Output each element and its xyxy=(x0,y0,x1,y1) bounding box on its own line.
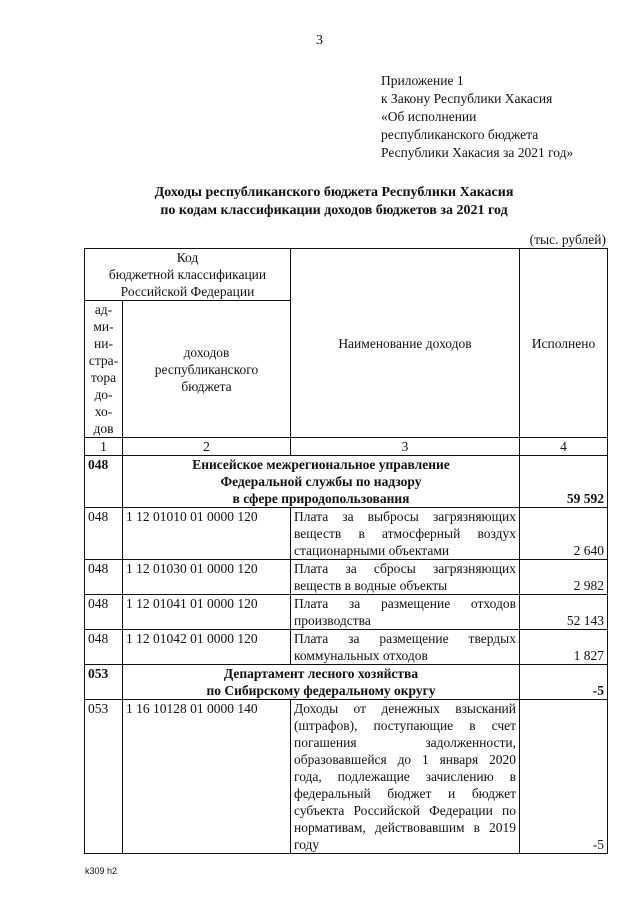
row-admin-code: 053 xyxy=(85,700,123,854)
appendix-line: республиканского бюджета xyxy=(381,127,539,142)
group-admin-code: 048 xyxy=(85,456,123,508)
appendix-line: «Об исполнении xyxy=(381,109,477,124)
row-admin-code: 048 xyxy=(85,630,123,665)
header-code-group: Код бюджетной классификации Российской Федерации xyxy=(85,249,291,301)
row-value: 1 827 xyxy=(520,630,608,665)
row-value: -5 xyxy=(520,700,608,854)
row-income-name: Плата за выбросы загрязняющих веществ в атмосферный воздух стационарными объектами xyxy=(291,508,520,560)
row-income-name: Плата за размещение отходов производства xyxy=(291,595,520,630)
footer-code: k309 h2 xyxy=(85,866,118,876)
table-row xyxy=(85,700,608,854)
row-budget-code: 1 12 01041 01 0000 120 xyxy=(123,595,291,630)
group-total: -5 xyxy=(520,665,608,700)
header-budget-income: доходов республиканского бюджета xyxy=(123,301,291,438)
header-row-group xyxy=(85,249,608,301)
row-income-name: Плата за размещение твердых коммунальных отходов xyxy=(291,630,520,665)
group-row xyxy=(85,665,608,700)
group-row xyxy=(85,456,608,508)
appendix-line: Республики Хакасия за 2021 год» xyxy=(381,145,574,160)
row-admin-code: 048 xyxy=(85,508,123,560)
column-number: 3 xyxy=(291,438,520,456)
column-number: 4 xyxy=(520,438,608,456)
row-admin-code: 048 xyxy=(85,595,123,630)
header-executed: Исполнено xyxy=(520,249,608,438)
row-admin-code: 048 xyxy=(85,560,123,595)
group-title: Департамент лесного хозяйства по Сибирскому федеральному округу xyxy=(123,665,520,700)
row-budget-code: 1 12 01042 01 0000 120 xyxy=(123,630,291,665)
table-row xyxy=(85,595,608,630)
units-label: (тыс. рублей) xyxy=(529,232,606,247)
header-administrator: ад- ми- ни- стра- тора до- хо- дов xyxy=(85,301,123,438)
appendix-line: к Закону Республики Хакасия xyxy=(381,91,553,106)
table-row xyxy=(85,508,608,560)
group-admin-code: 053 xyxy=(85,665,123,700)
appendix-line: Приложение 1 xyxy=(381,73,464,88)
column-numbers-row xyxy=(85,438,608,456)
row-value: 2 982 xyxy=(520,560,608,595)
row-budget-code: 1 12 01010 01 0000 120 xyxy=(123,508,291,560)
group-total: 59 592 xyxy=(520,456,608,508)
document-title xyxy=(60,184,608,220)
row-income-name: Плата за сбросы загрязняющих веществ в водные объекты xyxy=(291,560,520,595)
table-row xyxy=(85,560,608,595)
header-income-name: Наименование доходов xyxy=(291,249,520,438)
title-line: Доходы республиканского бюджета Республики Хакасия xyxy=(154,185,514,200)
row-budget-code: 1 16 10128 01 0000 140 xyxy=(123,700,291,854)
row-value: 52 143 xyxy=(520,595,608,630)
column-number: 2 xyxy=(123,438,291,456)
column-number: 1 xyxy=(85,438,123,456)
row-budget-code: 1 12 01030 01 0000 120 xyxy=(123,560,291,595)
row-income-name: Доходы от денежных взысканий (штрафов), поступающие в счет погашения задолженности, образовавшейся до 1 января 2020 года, подлежащие зачислению в федеральный бюджет и бюджет субъекта Российской Федерации по нормативам, действовавшим в 2019 году xyxy=(291,700,520,854)
title-line: по кодам классификации доходов бюджетов за 2021 год xyxy=(160,203,508,218)
appendix-reference xyxy=(381,72,573,162)
table-row xyxy=(85,630,608,665)
group-title: Енисейское межрегиональное управление Федеральной службы по надзору в сфере природопользования xyxy=(123,456,520,508)
income-table xyxy=(84,248,608,854)
row-value: 2 640 xyxy=(520,508,608,560)
page-number: 3 xyxy=(316,33,323,48)
